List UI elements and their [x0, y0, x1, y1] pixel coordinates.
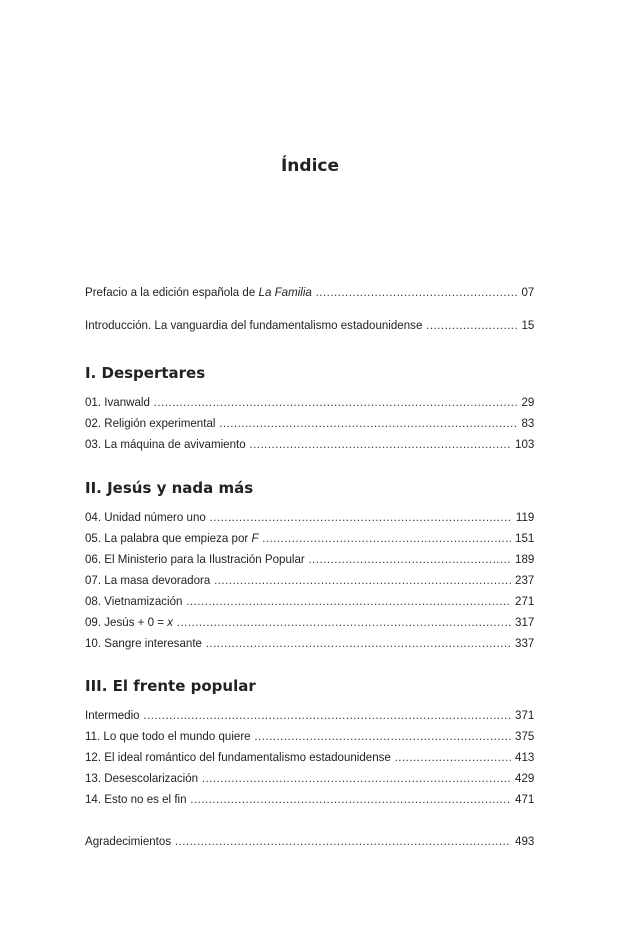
section-title-jesus-y-nada-mas: II. Jesús y nada más: [85, 479, 254, 497]
toc-entry-label: Intermedio: [85, 708, 140, 722]
toc-entry-page: 471: [515, 792, 535, 806]
toc-entry-label: Introducción. La vanguardia del fundamentalismo estadounidense: [85, 318, 423, 332]
leader-dots: [219, 416, 517, 430]
toc-entry-page: 371: [515, 708, 535, 722]
leader-dots: [249, 437, 511, 451]
toc-entry-label: 13. Desescolarización: [85, 771, 199, 785]
toc-entry-page: 413: [515, 750, 535, 764]
toc-entry[interactable]: [85, 636, 534, 654]
leader-dots: [395, 750, 512, 764]
toc-entry-page: 189: [515, 552, 535, 566]
leader-dots: [202, 771, 511, 785]
toc-entry-page: 493: [515, 834, 535, 848]
toc-entry[interactable]: [85, 708, 534, 726]
toc-entry[interactable]: [85, 510, 534, 528]
toc-entry-page: 103: [515, 437, 535, 451]
leader-dots: [316, 285, 518, 299]
toc-entry[interactable]: [85, 771, 534, 789]
toc-entry-label: 02. Religión experimental: [85, 416, 216, 430]
leader-dots: [186, 594, 511, 608]
toc-entry[interactable]: [85, 750, 534, 768]
toc-entry-page: 151: [515, 531, 535, 545]
toc-entry-label: 01. Ivanwald: [85, 395, 150, 409]
toc-entry-label: 14. Esto no es el fin: [85, 792, 187, 806]
toc-entry[interactable]: [85, 573, 534, 591]
section-title-el-frente-popular: III. El frente popular: [85, 677, 256, 695]
toc-entry-page: 337: [515, 636, 535, 650]
leader-dots: [143, 708, 511, 722]
leader-dots: [214, 573, 511, 587]
toc-entry-label: 04. Unidad número uno: [85, 510, 206, 524]
toc-entry-page: 119: [515, 510, 535, 524]
toc-entry-page: 271: [515, 594, 535, 608]
toc-entry-label: 03. La máquina de avivamiento: [85, 437, 246, 451]
leader-dots: [190, 792, 511, 806]
toc-entry-label: Agradecimientos: [85, 834, 172, 848]
toc-entry-label: 06. El Ministerio para la Ilustración Popular: [85, 552, 305, 566]
section-title-despertares: I. Despertares: [85, 364, 206, 382]
leader-dots: [154, 395, 518, 409]
toc-entry-page: 237: [515, 573, 535, 587]
leader-dots: [308, 552, 511, 566]
toc-entry-label: 08. Vietnamización: [85, 594, 183, 608]
toc-entry-page: 429: [515, 771, 535, 785]
toc-entry[interactable]: [85, 594, 534, 612]
leader-dots: [210, 510, 513, 524]
toc-entry[interactable]: [85, 792, 534, 810]
toc-entry[interactable]: [85, 395, 534, 413]
toc-entry[interactable]: [85, 552, 534, 570]
toc-entry-page: 375: [515, 729, 535, 743]
toc-entry-label: 05. La palabra que empieza por F: [85, 531, 259, 545]
toc-entry[interactable]: [85, 416, 534, 434]
leader-dots: [254, 729, 511, 743]
toc-entry-page: 29: [521, 395, 535, 409]
toc-entry-label: 12. El ideal romántico del fundamentalismo estadounidense: [85, 750, 391, 764]
toc-entry-label: 11. Lo que todo el mundo quiere: [85, 729, 251, 743]
toc-entry-agradecimientos[interactable]: [85, 834, 534, 852]
toc-entry-introduccion[interactable]: [85, 318, 534, 336]
toc-entry-page: 07: [521, 285, 535, 299]
toc-entry[interactable]: [85, 531, 534, 549]
toc-entry[interactable]: [85, 437, 534, 455]
leader-dots: [177, 615, 511, 629]
toc-entry-label: Prefacio a la edición española de La Familia: [85, 285, 312, 299]
toc-entry-label: 07. La masa devoradora: [85, 573, 211, 587]
toc-entry-label: 09. Jesús + 0 = x: [85, 615, 174, 629]
toc-entry-label: 10. Sangre interesante: [85, 636, 202, 650]
toc-entry[interactable]: [85, 615, 534, 633]
toc-entry-page: 83: [521, 416, 535, 430]
leader-dots: [206, 636, 512, 650]
leader-dots: [262, 531, 511, 545]
page-title: Índice: [280, 156, 340, 176]
toc-entry-page: 15: [521, 318, 535, 332]
leader-dots: [175, 834, 511, 848]
toc-entry[interactable]: [85, 729, 534, 747]
toc-entry-page: 317: [515, 615, 535, 629]
leader-dots: [426, 318, 518, 332]
toc-entry-prefacio[interactable]: [85, 285, 534, 303]
